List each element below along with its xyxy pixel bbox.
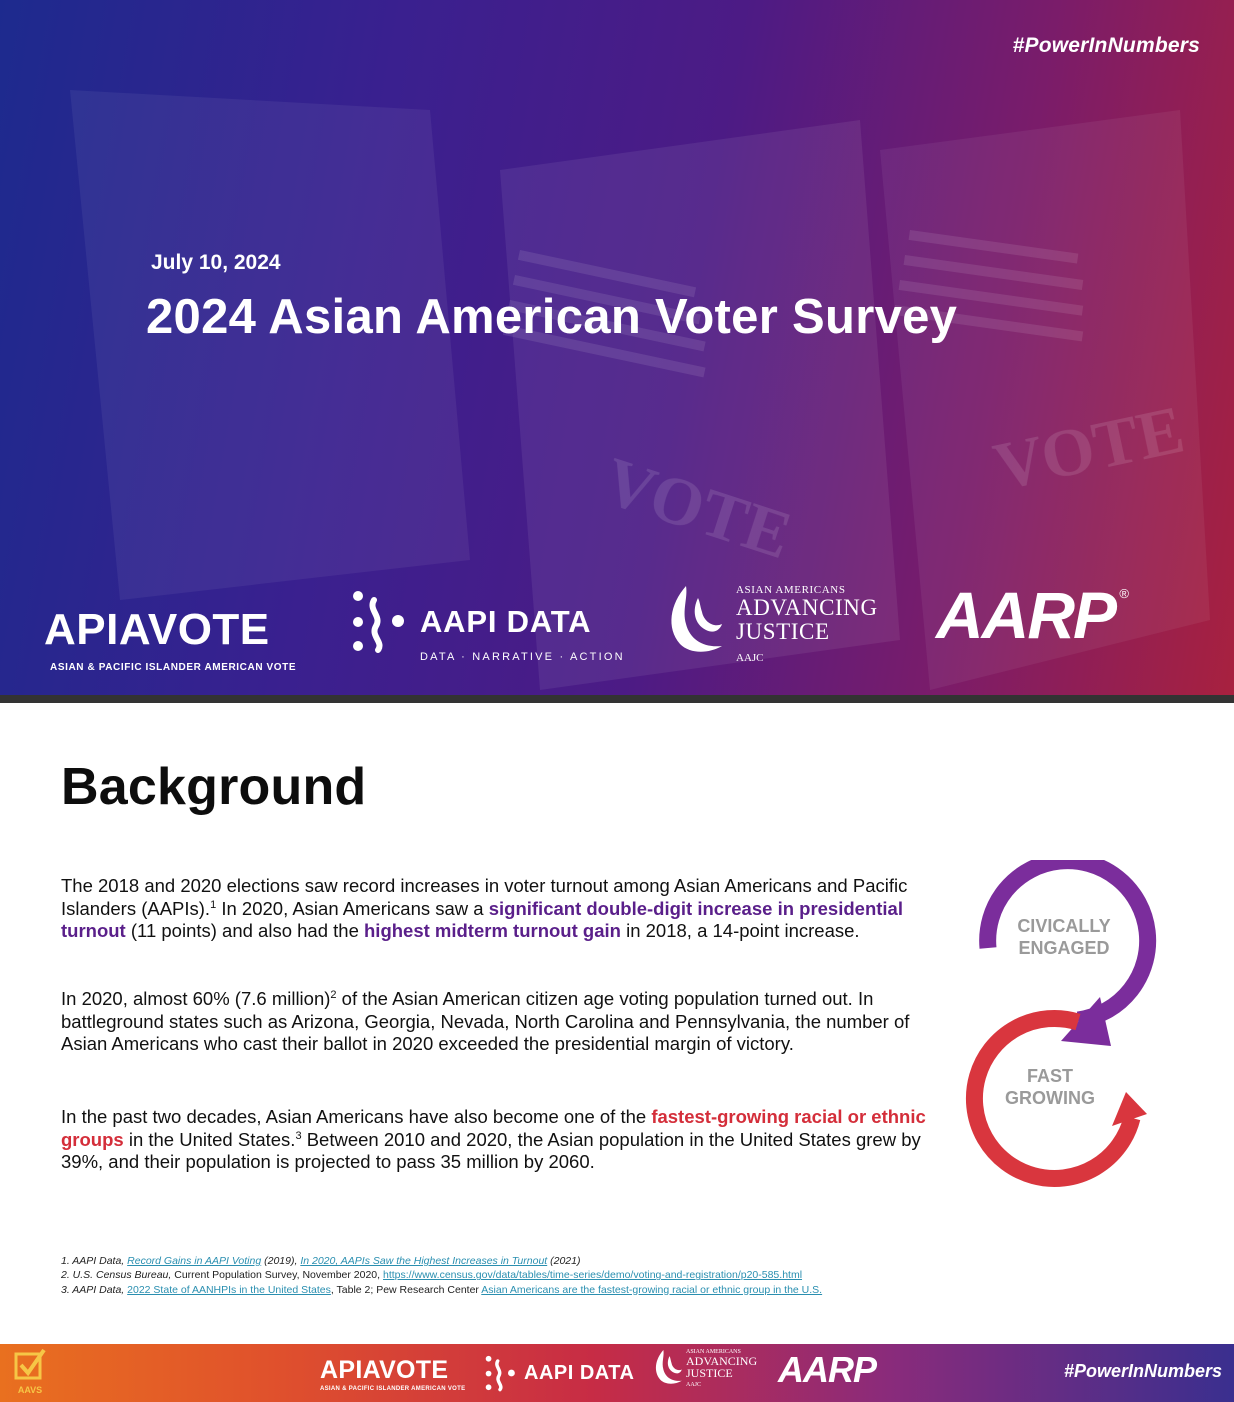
p1-text-2: In 2020, Asian Americans saw a	[216, 897, 489, 919]
p3-highlight: fastest-growing racial or ethnic groups	[61, 1106, 926, 1150]
aajc-line1: ADVANCING	[736, 595, 878, 620]
aajc-flame-icon	[664, 584, 726, 666]
p3-text-3: Between 2010 and 2020, the Asian population in the United States grew by 39%, and their population is projected to pass 35 million by 2060.	[61, 1128, 921, 1173]
footer-apiavote-logo	[320, 1358, 465, 1392]
footer-aajc-line1: ADVANCING	[686, 1354, 758, 1368]
fn1-link-2[interactable]: In 2020, AAPIs Saw the Highest Increases in Turnout	[300, 1255, 548, 1267]
partner-logos	[0, 570, 1234, 680]
p3-text-2: in the United States.	[123, 1128, 296, 1150]
paragraph-growth	[61, 1106, 941, 1174]
aapi-data-subtitle: DATA · NARRATIVE · ACTION	[420, 651, 625, 663]
p2-text-2: of the Asian American citizen age voting population turned out. In battleground states such as Arizona, Georgia, Nevada, North Carolina and Pennsylvania, the number of Asian Americans who cast their ballot in 2020 exceeded the presidential margin of victory.	[61, 988, 910, 1055]
fn3-source: 3. AAPI Data,	[61, 1283, 128, 1296]
footer-aajc-bottom: AAJC	[686, 1382, 702, 1388]
aajc-line2: JUSTICE	[736, 619, 830, 645]
vote-text-2: VOTE	[987, 390, 1191, 505]
footer-hashtag: #PowerInNumbers	[1063, 1361, 1222, 1381]
section-title: Background	[61, 758, 367, 816]
aarp-name: AARP	[936, 578, 1116, 652]
fn1-year-1: (2019),	[261, 1255, 301, 1267]
paragraph-2020-turnout	[61, 988, 941, 1056]
report-title: 2024 Asian American Voter Survey	[146, 290, 958, 344]
fn1-year-2: (2021)	[547, 1255, 581, 1267]
aavs-text: AAVS	[17, 1385, 43, 1395]
footnotes	[61, 1254, 822, 1297]
hero-divider	[0, 695, 1234, 703]
paragraph-turnout	[61, 875, 941, 943]
checkbox-icon	[13, 1348, 47, 1384]
aapi-data-name: AAPI DATA	[420, 604, 592, 639]
fn2-source: 2. U.S. Census Bureau,	[61, 1269, 175, 1282]
hero-banner	[0, 0, 1234, 695]
p3-text-1: In the past two decades, Asian Americans have also become one of the	[61, 1106, 652, 1127]
footer-aapi-data-icon	[484, 1354, 516, 1392]
p1-text-1: The 2018 and 2020 elections saw record increases in voter turnout among Asian Americans and Pacific Islanders (AAPIs).	[61, 875, 908, 919]
fn3-link-1[interactable]: 2022 State of AANHPIs in the United States	[127, 1283, 331, 1296]
aavs-logo	[10, 1348, 50, 1395]
aajc-top: ASIAN AMERICANS	[736, 584, 846, 596]
footer-aarp-logo	[778, 1349, 877, 1390]
p1-text-4: in 2018, a 14-point increase.	[620, 920, 860, 942]
fn3-text: , Table 2; Pew Research Center	[330, 1283, 482, 1296]
p2-text-1: In 2020, almost 60% (7.6 million)	[61, 988, 331, 1009]
footer-aajc-flame-icon	[652, 1349, 684, 1391]
hero-hashtag: #PowerInNumbers	[1012, 34, 1200, 57]
apiavote-name: APIAVOTE	[44, 605, 270, 654]
footnote-3	[61, 1283, 822, 1297]
aajc-bottom: AAJC	[736, 652, 764, 665]
apiavote-logo	[44, 605, 297, 673]
footnote-ref-3: 3	[295, 1129, 302, 1142]
apiavote-subtitle: ASIAN & PACIFIC ISLANDER AMERICAN VOTE	[50, 662, 297, 673]
fn1-link-1[interactable]: Record Gains in AAPI Voting	[127, 1255, 262, 1267]
cycle-bottom-line1: FAST	[1026, 1066, 1074, 1086]
aapi-data-icon	[350, 588, 406, 654]
footnote-ref-2: 2	[330, 988, 337, 1001]
vote-text-1: VOTE	[595, 441, 801, 574]
fn2-link[interactable]: https://www.census.gov/data/tables/time-series/demo/voting-and-registration/p20-585.html	[382, 1269, 803, 1282]
p1-highlight-2: highest midterm turnout gain	[364, 920, 621, 942]
footer-aajc-line2: JUSTICE	[686, 1366, 733, 1380]
cycle-bottom-line2: GROWING	[1005, 1088, 1095, 1108]
fn3-link-2[interactable]: Asian Americans are the fastest-growing racial or ethnic group in the U.S.	[481, 1283, 823, 1296]
footnote-1	[61, 1254, 822, 1268]
footer-apiavote-name: APIAVOTE	[320, 1356, 449, 1384]
p1-highlight-1: significant double-digit increase in presidential turnout	[61, 897, 903, 942]
footer-apiavote-sub: ASIAN & PACIFIC ISLANDER AMERICAN VOTE	[320, 1386, 466, 1392]
p1-text-3: (11 points) and also had the	[125, 920, 364, 942]
footnote-ref-1: 1	[210, 898, 217, 911]
footer-bar	[0, 1344, 1234, 1402]
cycle-top-line2: ENGAGED	[1018, 938, 1110, 958]
footer-aarp-name: AARP	[778, 1349, 877, 1390]
aarp-logo	[936, 578, 1130, 652]
footer-aapi-data-name: AAPI DATA	[524, 1362, 635, 1384]
cycle-graphic	[960, 860, 1160, 1190]
fn1-source: 1. AAPI Data,	[61, 1255, 128, 1267]
footer-aajc-top: ASIAN AMERICANS	[686, 1349, 741, 1355]
report-date: July 10, 2024	[151, 251, 281, 274]
cycle-top-line1: CIVICALLY	[1017, 916, 1111, 936]
fn2-text: Current Population Survey, November 2020,	[174, 1269, 383, 1282]
footnote-2	[61, 1268, 822, 1282]
aarp-registered-mark: ®	[1119, 586, 1130, 601]
